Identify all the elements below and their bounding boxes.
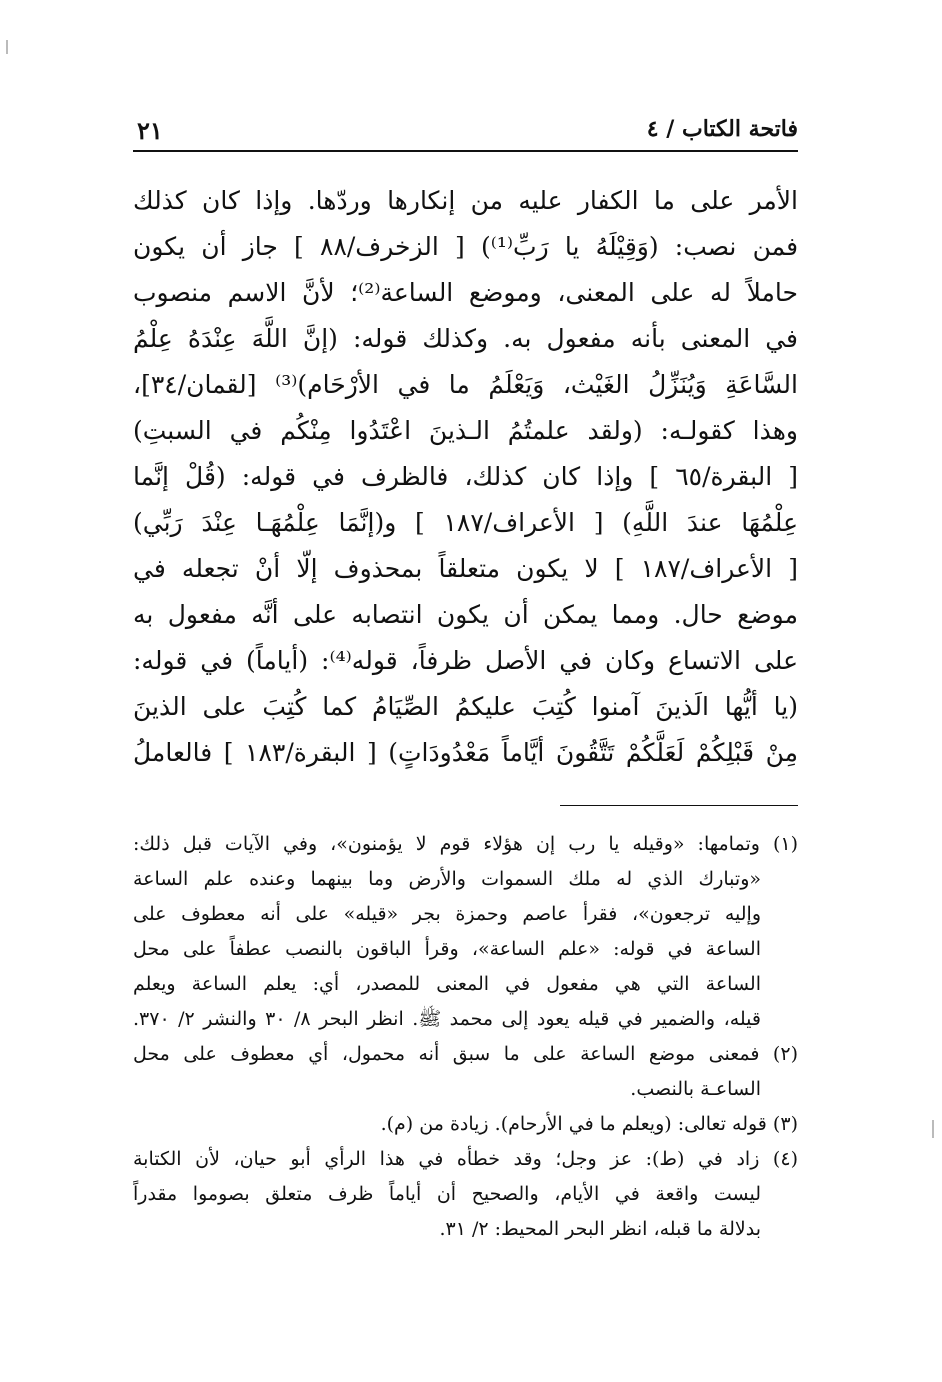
- footnote-4-line: (٤) زاد في (ط): عز وجل؛ وقد خطأه في هذا الرأي أبو حيان، لأن الكتابة: [133, 1148, 798, 1170]
- text-line: (يا أيُّها الَذينَ آمنوا كُتِبَ عليكمُ الصِّيَامُ كما كُتِبَ على الذينَ: [133, 692, 798, 721]
- footnote-3-line: (٣) قوله تعالى: (ويعلم ما في الأرحام). زيادة من (م).: [380, 1113, 798, 1135]
- footnote-1-line: الساعة التي هي مفعول في المعنى للمصدر، أي: يعلم الساعة ويعلم: [133, 973, 761, 995]
- text-line: على الاتساع وكان في الأصل ظرفاً، قوله⁽⁴⁾: (أياماً) في قوله:: [133, 646, 798, 675]
- text-line: عِلْمُهَا عندَ اللَّهِ) [ الأعراف/١٨٧ ] و(إنَّمَا عِلْمُهَـا عِنْدَ رَبِّي): [133, 508, 798, 537]
- text-line: مِنْ قَبْلِكُمْ لَعَلَّكُمْ تَتَّقُونَ أيَّاماً مَعْدُودَاتٍ) [ البقرة/١٨٣ ] فالعاملُ: [133, 738, 798, 767]
- text-line: في المعنى بأنه مفعول به. وكذلك قوله: (إنَّ اللَّهَ عِنْدَهُ عِلْمُ: [133, 324, 798, 353]
- footnote-1-line: «وتبارك الذي له ملك السموات والأرض وما بينهما وعنده علم الساعة: [133, 868, 761, 890]
- footnote-4-line: بدلالة ما قبله، انظر البحر المحيط: ٢/ ٣١.: [439, 1218, 761, 1240]
- text-line: موضع حال. ومما يمكن أن يكون انتصابه على أنَّه مفعول به: [133, 600, 798, 629]
- scan-margin-mark: [932, 1120, 934, 1138]
- footnote-1-line: الساعة في قوله: «علم الساعة»، وقرأ الباقون بالنصب عطفاً على محل: [133, 938, 761, 960]
- text-line: الأمر على ما الكفار عليه من إنكارها وردّها. وإذا كان كذلك: [133, 186, 798, 215]
- footnote-2-line: (٢) فمعنى موضع الساعة على ما سبق أنه محمول، أي معطوف على محل: [133, 1043, 798, 1065]
- main-text: [133, 178, 798, 776]
- text-line: السَّاعَةِ وَيُنَزِّلُ الغَيْث، وَيَعْلَمُ ما في الأرْحَام)⁽³⁾ [لقمان/٣٤]،: [133, 370, 798, 399]
- text-line: [ الأعراف/١٨٧ ] لا يكون متعلقاً بمحذوف إلّا أنْ تجعله في: [133, 554, 798, 583]
- text-line: فمن نصب: (وَقِيْلَهُ يا رَبِّ⁽¹⁾) [ الزخرف/٨٨ ] جاز أن يكون: [133, 232, 798, 261]
- footnote-separator: [560, 805, 798, 806]
- text-line: وهذا كقولـه: (ولقد علمتُمُ الـذينَ اعْتَدُوا مِنْكُم في السبتِ): [133, 416, 798, 445]
- footnote-1-line: وإليه ترجعون»، فقرأ عاصم وحمزة بجر «قيله» على أنه معطوف على: [133, 903, 761, 925]
- page-header: [133, 112, 798, 152]
- running-title: فاتحة الكتاب / ٤: [646, 116, 798, 142]
- page-number: ٢١: [137, 116, 163, 145]
- footnote-1-line: (١) وتمامها: «وقيله يا رب إن هؤلاء قوم لا يؤمنون»، وفي الآيات قبل ذلك:: [133, 833, 798, 855]
- footnote-2-line: الساعـة بالنصب.: [630, 1078, 761, 1100]
- footnotes: [133, 827, 798, 1247]
- text-line: [ البقرة/٦٥ ] وإذا كان كذلك، فالظرف في قوله: (قُلْ إنَّما: [133, 462, 798, 491]
- scan-margin-mark: [6, 40, 8, 54]
- text-line: حاملاً له على المعنى، وموضع الساعة⁽²⁾؛ لأنَّ الاسم منصوب: [133, 278, 798, 307]
- footnote-4-line: ليست واقعة في الأيام، والصحيح أن أياماً ظرف متعلق بصوموا مقدراً: [133, 1183, 761, 1205]
- footnote-1-line: قيله، والضمير في قيله يعود إلى محمد ﷺ. انظر البحر ٨/ ٣٠ والنشر ٢/ ٣٧٠.: [133, 1008, 761, 1030]
